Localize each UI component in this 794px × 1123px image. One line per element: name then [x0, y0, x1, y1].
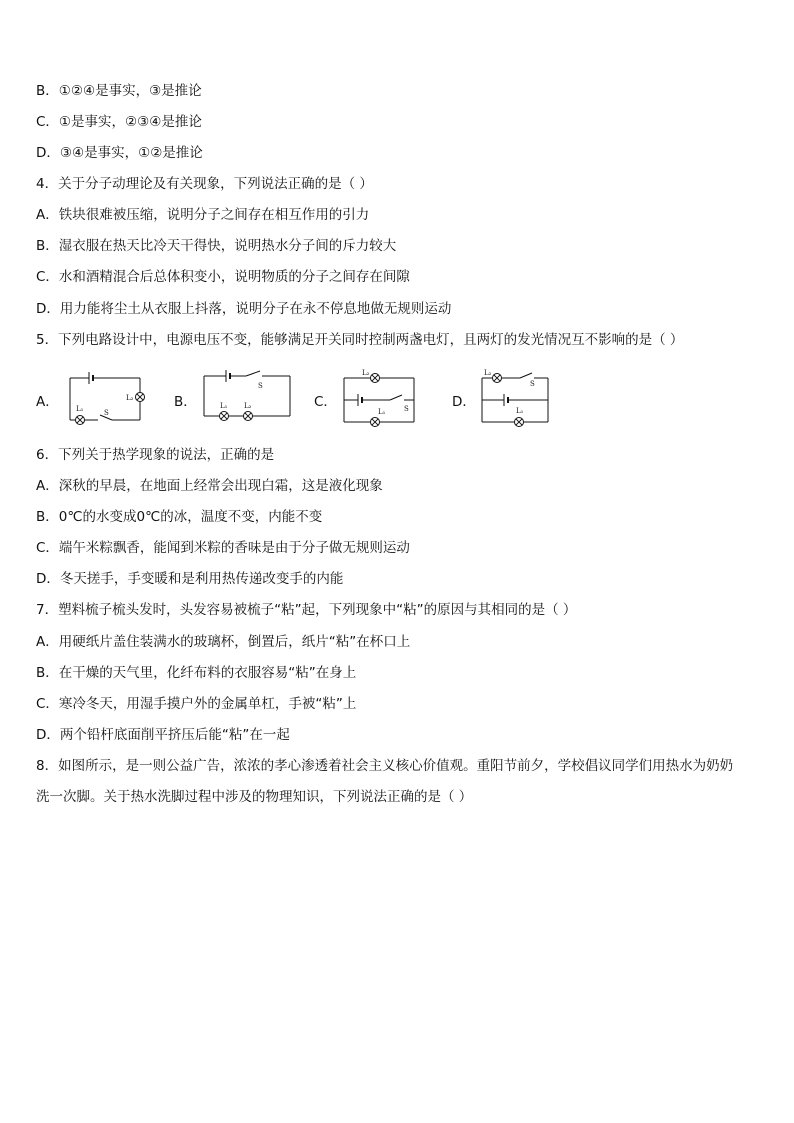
- q6-option-d: D．冬天搓手，手变暖和是利用热传递改变手的内能: [36, 571, 344, 587]
- q5-stem: 5．下列电路设计中，电源电压不变，能够满足开关同时控制两盏电灯，且两灯的发光情况互不影响的是（ ）: [36, 332, 684, 348]
- circuit-diagram-b: [198, 366, 298, 430]
- q5-option-d-label: D．: [452, 394, 476, 410]
- circuit-diagram-d: [476, 366, 576, 430]
- circuit-diagram-a: [62, 366, 152, 430]
- q4-option-b: B．湿衣服在热天比冷天干得快，说明热水分子间的斥力较大: [36, 238, 397, 254]
- lamp-l2-label: L₂: [244, 402, 252, 410]
- q7-option-a: A．用硬纸片盖住装满水的玻璃杯，倒置后，纸片“粘”在杯口上: [36, 634, 411, 650]
- switch-s-label: S: [104, 409, 109, 417]
- switch-s-label: S: [530, 380, 535, 388]
- switch-s-label: S: [404, 405, 409, 413]
- lamp-l2-label: L₂: [362, 369, 370, 377]
- q4-option-d: D．用力能将尘土从衣服上抖落，说明分子在永不停息地做无规则运动: [36, 301, 452, 317]
- q6-stem: 6．下列关于热学现象的说法，正确的是: [36, 447, 275, 463]
- q5-option-a-label: A．: [36, 394, 59, 410]
- lamp-l2-label: L₂: [484, 369, 492, 377]
- q4-option-c: C．水和酒精混合后总体积变小，说明物质的分子之间存在间隙: [36, 269, 410, 285]
- q7-option-d: D．两个铅杆底面削平挤压后能“粘”在一起: [36, 727, 290, 743]
- q7-option-c: C．寒冷冬天，用湿手摸户外的金属单杠，手被“粘”上: [36, 696, 357, 712]
- lamp-l2-label: L₂: [126, 394, 134, 402]
- lamp-l1-label: L₁: [516, 407, 524, 415]
- q6-option-a: A．深秋的早晨，在地面上经常会出现白霜，这是液化现象: [36, 478, 383, 494]
- q4-stem: 4．关于分子动理论及有关现象，下列说法正确的是（ ）: [36, 176, 373, 192]
- q4-option-a: A．铁块很难被压缩，说明分子之间存在相互作用的引力: [36, 207, 370, 223]
- lamp-l1-label: L₁: [220, 402, 228, 410]
- lamp-l1-label: L₁: [378, 408, 386, 416]
- switch-s-label: S: [258, 382, 263, 390]
- q3-option-b: B．①②④是事实，③是推论: [36, 83, 202, 99]
- q7-option-b: B．在干燥的天气里，化纤布料的衣服容易“粘”在身上: [36, 665, 357, 681]
- q7-stem: 7．塑料梳子梳头发时，头发容易被梳子“粘”起，下列现象中“粘”的原因与其相同的是（ ）: [36, 602, 577, 618]
- q8-stem-line2: 洗一次脚。关于热水洗脚过程中涉及的物理知识，下列说法正确的是（ ）: [36, 789, 473, 805]
- q5-circuit-options: [36, 366, 576, 436]
- q6-option-c: C．端午米粽飘香，能闻到米粽的香味是由于分子做无规则运动: [36, 540, 410, 556]
- lamp-l1-label: L₁: [76, 405, 84, 413]
- q8-stem-line1: 8．如图所示，是一则公益广告，浓浓的孝心渗透着社会主义核心价值观。重阳节前夕，学校倡议同学们用热水为奶奶: [36, 758, 734, 774]
- q3-option-d: D．③④是事实，①②是推论: [36, 145, 203, 161]
- q6-option-b: B．0℃的水变成0℃的冰，温度不变，内能不变: [36, 509, 323, 525]
- q5-option-b-label: B．: [174, 394, 197, 410]
- circuit-diagram-c: [338, 366, 438, 430]
- q3-option-c: C．①是事实，②③④是推论: [36, 114, 202, 130]
- q5-option-c-label: C．: [314, 394, 337, 410]
